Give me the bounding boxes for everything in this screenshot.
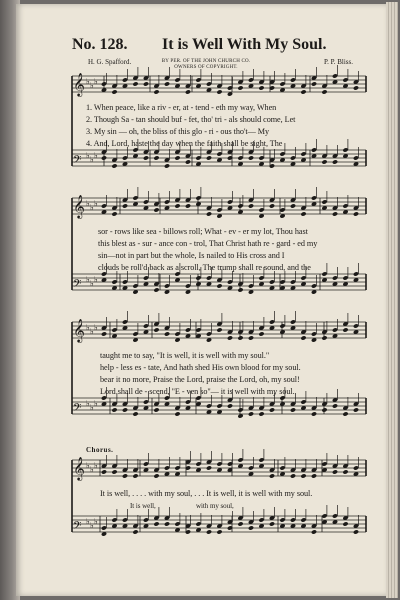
flat-icon: ♭ <box>90 465 94 474</box>
notehead <box>342 521 348 526</box>
chorus-bass-lyric: with my soul, <box>196 502 234 510</box>
chorus-label: Chorus. <box>86 446 114 454</box>
flat-icon: ♭ <box>90 203 94 212</box>
flat-icon: ♭ <box>86 461 90 470</box>
notehead <box>174 203 180 208</box>
notehead <box>321 407 327 412</box>
notehead <box>342 411 348 416</box>
notehead <box>185 89 191 94</box>
notehead <box>164 331 170 336</box>
notehead <box>122 473 128 478</box>
bass-clef-icon: 𝄢 <box>73 402 82 417</box>
notehead <box>206 211 212 216</box>
notehead <box>153 473 159 478</box>
chorus-lyric-line: It is well, . . . . with my soul, . . . It is well, it is well with my soul. <box>100 489 313 498</box>
notehead <box>122 203 128 208</box>
notehead <box>258 411 264 416</box>
notehead <box>143 155 149 160</box>
flat-icon: ♭ <box>90 403 94 412</box>
lyricist-credit: H. G. Spafford. <box>88 58 132 66</box>
notehead <box>269 473 275 478</box>
notehead <box>311 473 317 478</box>
hymn-number: No. 128. <box>72 36 128 53</box>
notehead <box>269 203 275 208</box>
notehead <box>206 465 212 470</box>
flat-icon: ♭ <box>90 521 94 530</box>
notehead <box>101 331 107 336</box>
notehead <box>248 155 254 160</box>
notehead <box>248 335 254 340</box>
treble-clef-icon: 𝄞 <box>73 72 85 96</box>
notehead <box>101 155 107 160</box>
notehead <box>237 287 243 292</box>
notehead <box>164 163 170 168</box>
bass-clef-icon: 𝄢 <box>73 278 82 293</box>
permission-line-2: OWNERS OF COPYRIGHT. <box>174 65 238 70</box>
notehead <box>248 203 254 208</box>
notehead <box>353 211 359 216</box>
flat-icon: ♭ <box>90 279 94 288</box>
lyric-line: this blest as - sur - ance con - trol, That Christ hath re - gard - ed my <box>98 239 318 248</box>
permission-line-1: BY PER. OF THE JOHN CHURCH CO. <box>161 59 251 64</box>
composer-credit: P. P. Bliss. <box>324 58 353 66</box>
notehead <box>353 85 359 90</box>
notehead <box>153 89 159 94</box>
notehead <box>174 155 180 160</box>
notehead <box>311 529 317 534</box>
notehead <box>206 155 212 160</box>
flat-icon: ♭ <box>86 517 90 526</box>
notehead <box>216 89 222 94</box>
notehead <box>164 81 170 86</box>
hymn-title: It is Well With My Soul. <box>162 36 327 53</box>
notehead <box>300 473 306 478</box>
flat-icon: ♭ <box>86 199 90 208</box>
lyric-line: sor - rows like sea - billows roll; What - ev - er my lot, Thou hast <box>98 227 308 236</box>
bass-clef-icon: 𝄢 <box>73 154 82 169</box>
notehead <box>321 89 327 94</box>
notehead <box>269 521 275 526</box>
notehead <box>122 407 128 412</box>
flat-icon: ♭ <box>86 77 90 86</box>
flat-icon: ♭ <box>94 323 98 332</box>
flat-icon: ♭ <box>90 327 94 336</box>
notehead <box>248 411 254 416</box>
notehead <box>132 411 138 416</box>
flat-icon: ♭ <box>90 81 94 90</box>
notehead <box>227 403 233 408</box>
lyric-line: 3. My sin — oh, the bliss of this glo - ri - ous tho't— My <box>86 127 270 136</box>
notehead <box>321 159 327 164</box>
lyric-line: help - less es - tate, And hath shed His own blood for my soul. <box>100 363 301 372</box>
notehead <box>353 529 359 534</box>
lyric-line: 2. Though Sa - tan should buf - fet, tho' tri - als should come, Let <box>86 115 296 124</box>
notehead <box>174 411 180 416</box>
flat-icon: ♭ <box>86 275 90 284</box>
lyric-line: 1. When peace, like a riv - er, at - tend - eth my way, When <box>86 103 277 112</box>
notehead <box>164 521 170 526</box>
chorus-bass-lyric: It is well, <box>130 502 156 510</box>
notehead <box>342 469 348 474</box>
notehead <box>111 407 117 412</box>
notehead <box>216 327 222 332</box>
notehead <box>237 85 243 90</box>
notehead <box>153 155 159 160</box>
lyric-line: 4. And, Lord, haste the day when the faith shall be sight, The <box>86 139 283 148</box>
notehead <box>237 335 243 340</box>
flat-icon: ♭ <box>90 155 94 164</box>
lyric-line: bear it no more, Praise the Lord, praise the Lord, oh, my soul! <box>100 375 300 384</box>
notehead <box>342 327 348 332</box>
lyric-line: taught me to say, "It is well, it is well with my soul." <box>100 351 270 360</box>
notehead <box>132 473 138 478</box>
notehead <box>248 525 254 530</box>
notehead <box>332 403 338 408</box>
flat-icon: ♭ <box>86 151 90 160</box>
notehead <box>321 335 327 340</box>
flat-icon: ♭ <box>94 77 98 86</box>
notehead <box>206 529 212 534</box>
notehead <box>353 407 359 412</box>
notehead <box>101 469 107 474</box>
notehead <box>111 469 117 474</box>
lyric-line: clouds be roll'd back as a scroll, The trump shall re sound, and the <box>98 263 311 272</box>
notehead <box>290 473 296 478</box>
notehead <box>111 211 117 216</box>
notehead <box>332 211 338 216</box>
notehead <box>143 81 149 86</box>
notehead <box>227 335 233 340</box>
notehead <box>111 89 117 94</box>
treble-clef-icon: 𝄞 <box>73 318 85 342</box>
flat-icon: ♭ <box>94 275 98 284</box>
flat-icon: ♭ <box>86 399 90 408</box>
notehead <box>216 529 222 534</box>
flat-icon: ♭ <box>94 199 98 208</box>
notehead <box>332 159 338 164</box>
flat-icon: ♭ <box>94 461 98 470</box>
treble-clef-icon: 𝄞 <box>73 456 85 480</box>
flat-icon: ♭ <box>86 323 90 332</box>
notehead <box>216 283 222 288</box>
notehead <box>132 529 138 534</box>
notehead <box>300 211 306 216</box>
notehead <box>185 203 191 208</box>
notehead <box>111 163 117 168</box>
notehead <box>132 81 138 86</box>
notehead <box>153 521 159 526</box>
notehead <box>258 85 264 90</box>
notehead <box>269 407 275 412</box>
notehead <box>153 327 159 332</box>
notehead <box>311 411 317 416</box>
lyric-line: Lord shall de - scend, "E - ven so"— it is well with my soul. <box>100 387 295 396</box>
notehead <box>237 521 243 526</box>
notehead <box>185 159 191 164</box>
treble-clef-icon: 𝄞 <box>73 194 85 218</box>
notehead <box>300 335 306 340</box>
flat-icon: ♭ <box>94 151 98 160</box>
notehead <box>332 469 338 474</box>
notehead <box>311 81 317 86</box>
notehead <box>300 89 306 94</box>
notehead <box>153 207 159 212</box>
flat-icon: ♭ <box>94 399 98 408</box>
notehead <box>290 407 296 412</box>
notehead <box>258 331 264 336</box>
notehead <box>153 287 159 292</box>
flat-icon: ♭ <box>94 517 98 526</box>
lyric-line: sin—not in part but the whole, Is nailed to His cross and I <box>98 251 285 260</box>
notehead <box>290 203 296 208</box>
notehead <box>153 407 159 412</box>
bass-clef-icon: 𝄢 <box>73 520 82 535</box>
